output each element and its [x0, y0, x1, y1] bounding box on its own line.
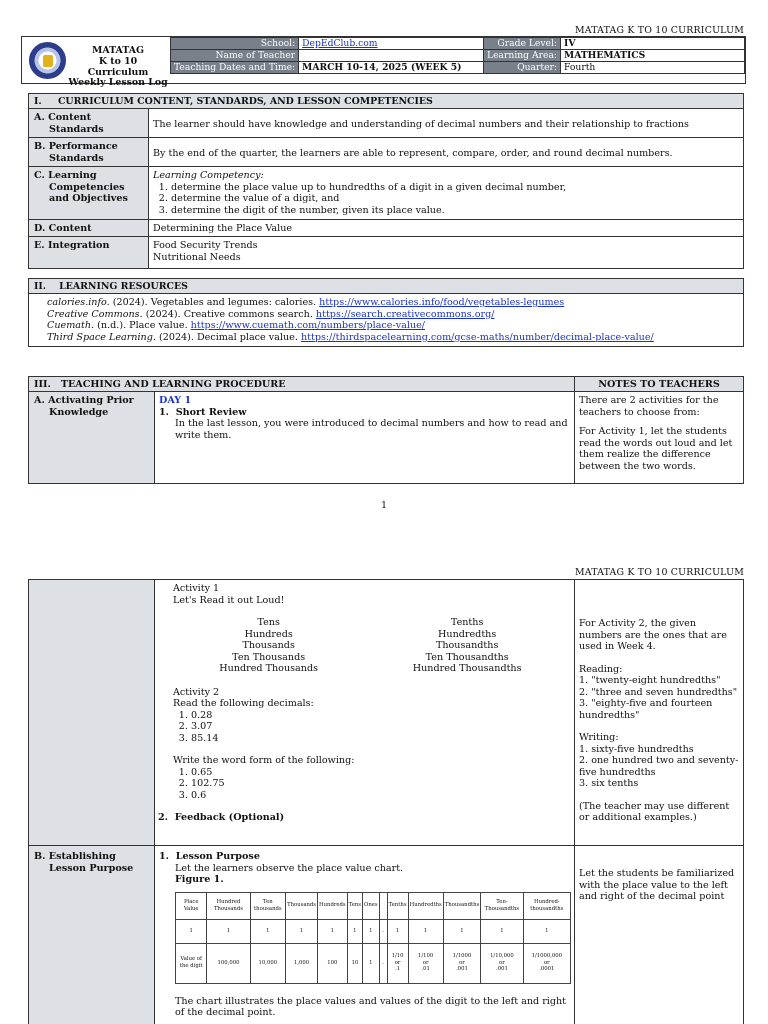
- word-item: Thousands: [242, 640, 295, 651]
- whole-number-words: [173, 617, 364, 675]
- reading-title: Reading:: [579, 663, 623, 675]
- content-label: D. Content: [29, 220, 149, 236]
- reference-source: Cuemath.: [47, 320, 95, 331]
- notes-paragraph: For Activity 1, let the students read the words out loud and let them realize the difference between the two words.: [579, 426, 733, 472]
- logo-line-3: Weekly Lesson Log: [68, 77, 168, 89]
- table-cell: 100,000: [207, 943, 250, 983]
- content-text: Determining the Place Value: [153, 223, 293, 234]
- word-item: Tenths: [450, 617, 484, 628]
- lesson-purpose-heading: 1. Lesson Purpose: [159, 851, 260, 862]
- table-cell: .: [379, 943, 387, 983]
- activity1-title: Activity 1: [173, 583, 220, 594]
- table-header: [379, 892, 387, 919]
- page-number: 1: [380, 500, 388, 511]
- word-item: Hundreds: [244, 628, 293, 640]
- table-cell: 1: [363, 943, 380, 983]
- reference-list: [29, 294, 743, 346]
- write-subtitle: Write the word form of the following:: [173, 755, 355, 766]
- reference-link[interactable]: https://thirdspacelearning.com/gcse-maths/number/decimal-place-value/: [300, 331, 654, 343]
- day-label: DAY 1: [159, 395, 192, 406]
- grade-label: Grade Level:: [484, 38, 561, 50]
- reference-source: Creative Commons.: [47, 308, 143, 320]
- activating-prior-knowledge-label: A. Activating Prior Knowledge: [29, 392, 155, 483]
- content-standards-label: A. Content Standards: [29, 109, 149, 137]
- section1-title: I. CURRICULUM CONTENT, STANDARDS, AND LESSON COMPETENCIES: [29, 94, 743, 109]
- write-decimals-list: [173, 767, 570, 802]
- table-cell: 10,000: [250, 943, 286, 983]
- curriculum-label: MATATAG K TO 10 CURRICULUM: [574, 567, 744, 578]
- word-item: Hundred Thousandths: [412, 663, 522, 674]
- table-cell: 1: [387, 919, 408, 943]
- table-header: Hundredths: [408, 892, 443, 919]
- activity1-subtitle: Let's Read it out Loud!: [173, 594, 285, 606]
- notes-title: NOTES TO TEACHERS: [598, 379, 720, 390]
- activity2-title: Activity 2: [173, 686, 220, 698]
- fraction-text: 1/1000,000: [531, 952, 563, 959]
- table-cell: 1: [481, 919, 523, 943]
- table-cell: 1: [408, 919, 443, 943]
- deped-seal-icon: [29, 42, 66, 79]
- grade-value: IV: [561, 38, 745, 50]
- word-item: Hundredths: [438, 628, 497, 640]
- table-header: Tenths: [387, 892, 408, 919]
- table-cell: 10: [347, 943, 362, 983]
- quarter-label: Quarter:: [484, 62, 561, 74]
- table-header: Ten-Thousandths: [481, 892, 523, 919]
- table-cell: 1: [363, 919, 380, 943]
- short-review-heading: 1. Short Review: [159, 406, 247, 418]
- figure-label: Figure 1.: [175, 874, 224, 885]
- table-cell: [408, 943, 443, 983]
- table-cell: 1: [207, 919, 250, 943]
- table-cell: 1,000: [286, 943, 318, 983]
- list-item: 3. 85.14: [191, 733, 570, 745]
- word-item: Tens: [257, 617, 280, 628]
- learning-area-label: Learning Area:: [484, 50, 561, 62]
- table-header: Thousands: [286, 892, 318, 919]
- table-cell: 100: [318, 943, 348, 983]
- table-header: Thousandths: [443, 892, 480, 919]
- reference-source: calories.info.: [47, 297, 110, 308]
- competencies-label: C. Learning Competencies and Objectives: [29, 167, 149, 219]
- table-cell: [443, 943, 480, 983]
- reference-link[interactable]: https://search.creativecommons.org/: [315, 308, 495, 320]
- quarter-value: Fourth: [561, 62, 745, 74]
- table-cell: .: [379, 919, 387, 943]
- fraction-text: 1/1000: [452, 952, 472, 959]
- establishing-lesson-purpose-label: B. Establishing Lesson Purpose: [29, 846, 155, 1024]
- resources-section: [28, 278, 744, 347]
- list-item: 2. determine the value of a digit, and: [171, 193, 739, 205]
- reference-text: Creative Commons. (2024). Creative commons search.: [47, 308, 316, 320]
- content-standards-text: The learner should have knowledge and understanding of decimal numbers and their relationship to fractions: [153, 119, 689, 130]
- word-item: Hundred Thousands: [219, 663, 319, 674]
- activity2-subtitle: Read the following decimals:: [173, 698, 314, 709]
- decimal-text: .001: [456, 966, 468, 973]
- or-text: or: [422, 959, 429, 966]
- competency-list: [153, 182, 739, 217]
- curriculum-label: MATATAG K TO 10 CURRICULUM: [574, 25, 744, 36]
- procedure-section: [28, 376, 744, 484]
- header-info-grid: [170, 37, 745, 74]
- reference-item: [47, 320, 739, 332]
- reference-text: Cuemath. (n.d.). Place value.: [47, 320, 191, 331]
- notes-paragraph: For Activity 2, the given numbers are the ones that are used in Week 4.: [579, 618, 727, 652]
- decimal-text: .0001: [539, 966, 555, 973]
- logo-title: [68, 46, 168, 89]
- school-link[interactable]: DepEdClub.com: [302, 38, 378, 49]
- table-header: Hundred-thousandths: [523, 892, 570, 919]
- reading-item: 2. "three and seven hundredths": [579, 686, 738, 698]
- word-item: Ten Thousandths: [425, 651, 509, 663]
- table-cell: [387, 943, 408, 983]
- notes-paragraph: There are 2 activities for the teachers to choose from:: [579, 395, 719, 418]
- reference-item: [47, 297, 739, 309]
- list-item: 2. 102.75: [191, 778, 570, 790]
- reference-text: Third Space Learning. (2024). Decimal place value.: [47, 331, 301, 343]
- writing-item: 1. sixty-five hundredths: [579, 743, 694, 755]
- fraction-text: 1/100: [418, 952, 434, 959]
- curriculum-section: [28, 93, 744, 269]
- list-item: 2. 3.07: [191, 721, 570, 733]
- decimal-text: .01: [421, 966, 430, 973]
- table-header: Tens: [347, 892, 362, 919]
- place-value-table: [175, 892, 571, 984]
- table-header: Place Value: [176, 892, 207, 919]
- word-item: Thousandths: [435, 640, 499, 651]
- teacher-label: Name of Teacher: [171, 50, 299, 62]
- decimal-text: .1: [395, 966, 401, 973]
- learning-area-value: MATHEMATICS: [561, 50, 745, 62]
- table-cell: 1: [286, 919, 318, 943]
- table-cell: 1: [523, 919, 570, 943]
- or-text: or: [394, 959, 401, 966]
- logo-line-2: K to 10 Curriculum: [87, 55, 149, 78]
- school-label: School:: [171, 38, 299, 50]
- feedback-heading: 2. Feedback (Optional): [158, 812, 285, 823]
- or-text: or: [459, 959, 465, 966]
- word-item: Ten Thousands: [232, 651, 306, 663]
- reading-item: 1. "twenty-eight hundredths": [579, 675, 721, 686]
- table-cell: 1: [443, 919, 480, 943]
- or-text: or: [499, 959, 505, 966]
- writing-item: 2. one hundred two and seventy-five hundredths: [579, 755, 739, 778]
- procedure-continued: [28, 579, 744, 1024]
- decimal-text: .001: [496, 966, 508, 973]
- table-cell: 1: [318, 919, 348, 943]
- integration-label: E. Integration: [29, 237, 149, 268]
- table-cell: [481, 943, 523, 983]
- short-review-text: In the last lesson, you were introduced to decimal numbers and how to read and write them.: [175, 418, 568, 441]
- dates-value: MARCH 10-14, 2025 (WEEK 5): [299, 62, 484, 74]
- dates-label: Teaching Dates and Time:: [171, 62, 299, 74]
- list-item: 3. determine the digit of the number, given its place value.: [171, 205, 739, 217]
- fraction-text: 1/10: [391, 952, 404, 959]
- section3-title: III. TEACHING AND LEARNING PROCEDURE: [29, 377, 575, 391]
- table-header: Ten thousands: [250, 892, 286, 919]
- fraction-text: 1/10,000: [490, 952, 514, 959]
- header-logo-cell: [22, 37, 170, 89]
- chart-caption: The chart illustrates the place values and values of the digit to the left and right of the decimal point.: [175, 995, 567, 1018]
- reading-item: 3. "eighty-five and fourteen hundredths": [579, 698, 713, 721]
- table-cell: 1: [250, 919, 286, 943]
- table-cell: [523, 943, 570, 983]
- integration-item: Food Security Trends: [153, 240, 258, 251]
- reference-item: [47, 309, 739, 321]
- table-cell: 1: [347, 919, 362, 943]
- writing-title: Writing:: [579, 732, 619, 743]
- decimal-place-words: [364, 617, 570, 675]
- list-item: 3. 0.6: [191, 790, 570, 802]
- table-cell: Value of the digit: [176, 943, 207, 983]
- performance-standards-text: By the end of the quarter, the learners are able to represent, compare, order, and round decimal numbers.: [153, 148, 673, 159]
- list-item: 1. 0.28: [191, 710, 570, 722]
- competency-heading: Learning Competency:: [153, 170, 264, 181]
- list-item: 1. determine the place value up to hundredths of a digit in a given decimal number,: [171, 182, 739, 194]
- lesson-log-header: [21, 36, 746, 89]
- logo-line-1: MATATAG: [91, 45, 145, 56]
- table-cell: 1: [176, 919, 207, 943]
- integration-item: Nutritional Needs: [153, 251, 241, 263]
- reference-text: calories.info. (2024). Vegetables and legumes: calories.: [47, 297, 320, 308]
- reference-link[interactable]: https://www.calories.info/food/vegetables-legumes: [319, 297, 565, 308]
- list-item: 1. 0.65: [191, 767, 570, 779]
- table-header: Hundred Thousands: [207, 892, 250, 919]
- reference-item: [47, 332, 739, 344]
- notes-paragraph: (The teacher may use different or additional examples.): [579, 800, 730, 823]
- reference-link[interactable]: https://www.cuemath.com/numbers/place-value/: [190, 320, 426, 331]
- lesson-purpose-text: Let the learners observe the place value chart.: [175, 862, 404, 874]
- reference-source: Third Space Learning.: [47, 331, 156, 343]
- table-header: Hundreds: [318, 892, 348, 919]
- table-header: Ones: [363, 892, 380, 919]
- notes-paragraph: Let the students be familiarized with the place value to the left and right of the decimal point: [579, 868, 735, 902]
- performance-standards-label: B. Performance Standards: [29, 138, 149, 166]
- writing-item: 3. six tenths: [579, 778, 639, 789]
- read-decimals-list: [173, 710, 570, 745]
- or-text: or: [543, 959, 550, 966]
- teacher-value: [299, 50, 484, 62]
- section2-title: II. LEARNING RESOURCES: [29, 279, 743, 294]
